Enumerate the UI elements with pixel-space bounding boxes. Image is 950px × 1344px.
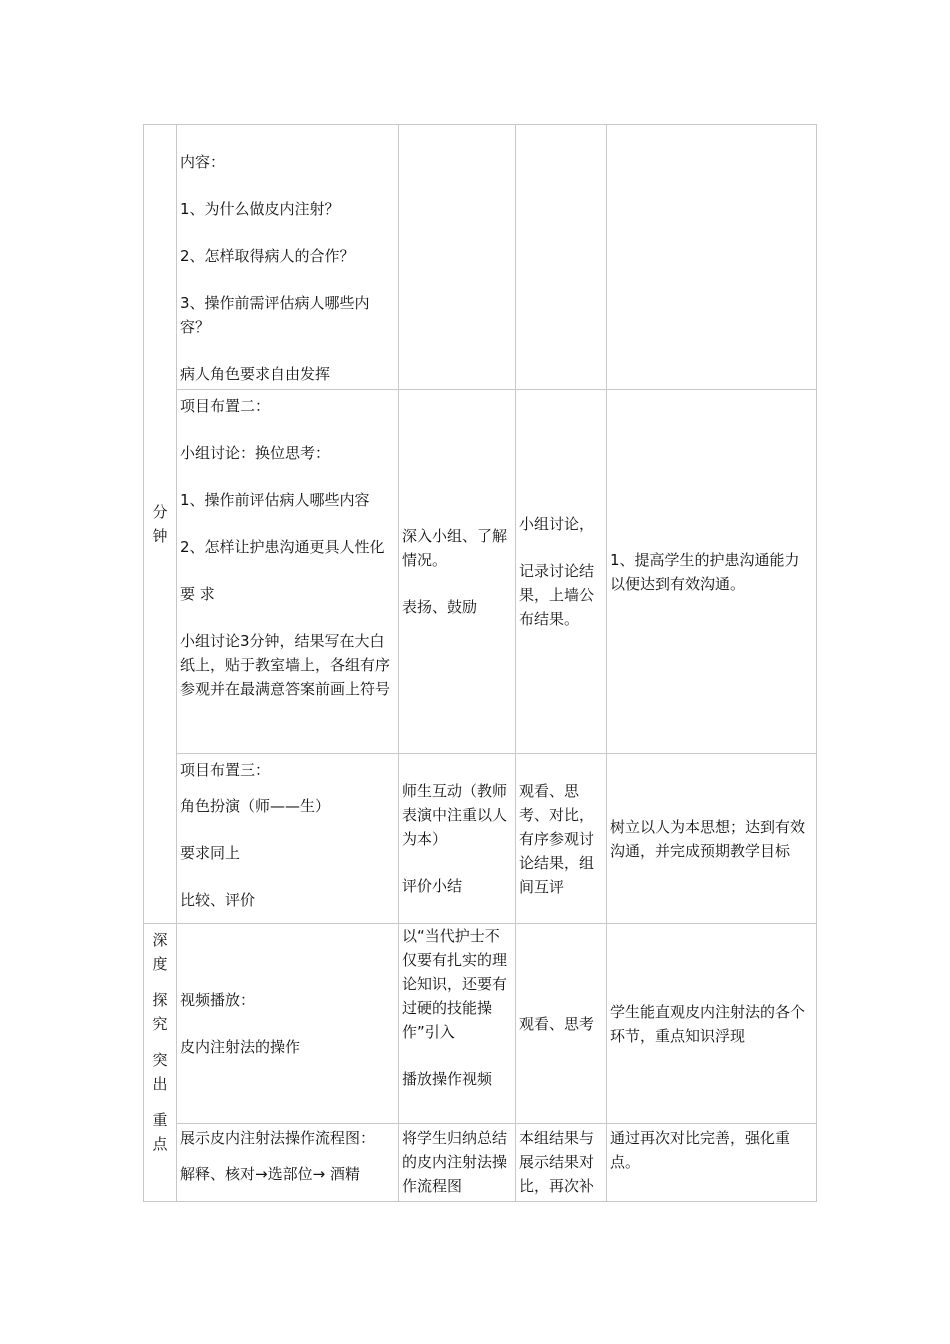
- content-cell: [177, 754, 399, 924]
- content-cell: [177, 1124, 399, 1202]
- teacher-line: 深入小组、了解情况。: [402, 527, 508, 569]
- student-line: 观看、思考、对比，有序参观讨论结果，组间互评: [519, 781, 595, 896]
- intent-line: 学生能直观皮内注射法的各个环节，重点知识浮现: [610, 1002, 806, 1045]
- content-line: 视频播放：: [180, 991, 256, 1009]
- table-row: [144, 924, 817, 1124]
- student-cell: [516, 390, 607, 754]
- content-line: 2、怎样让护患沟通更具人性化: [180, 538, 385, 556]
- content-cell: [177, 390, 399, 754]
- content-line: 1、为什么做皮内注射？: [180, 200, 340, 218]
- phase-char: 出: [152, 1075, 168, 1093]
- intent-line: 通过再次对比完善，强化重点。: [610, 1129, 791, 1171]
- content-line: 项目布置二：: [180, 397, 271, 415]
- table-row: [144, 390, 817, 754]
- phase-char: 重: [152, 1111, 168, 1129]
- phase-char: 突: [152, 1051, 168, 1069]
- content-line: 内容：: [180, 153, 226, 171]
- content-line: 角色扮演（师——生）: [180, 797, 331, 815]
- phase-char: 分: [152, 503, 168, 521]
- teacher-line: 评价小结: [402, 877, 463, 895]
- teacher-cell: [399, 754, 516, 924]
- content-line: 1、操作前评估病人哪些内容: [180, 491, 370, 509]
- student-cell: [516, 1124, 607, 1202]
- content-line: 2、怎样取得病人的合作？: [180, 247, 355, 265]
- content-line: 小组讨论：换位思考：: [180, 444, 331, 462]
- content-line: 展示皮内注射法操作流程图：: [180, 1129, 376, 1147]
- student-line: 记录讨论结果，上墙公布结果。: [519, 562, 595, 628]
- content-cell: [177, 924, 399, 1124]
- phase-char: 度: [152, 955, 168, 973]
- table-row: [144, 1124, 817, 1202]
- teacher-cell: [399, 390, 516, 754]
- student-line: 小组讨论，: [519, 515, 595, 533]
- student-cell: [516, 754, 607, 924]
- content-line: 比较、评价: [180, 891, 256, 909]
- content-line: 要 求: [180, 585, 215, 603]
- content-line: 解释、核对→选部位→ 酒精: [180, 1165, 360, 1183]
- content-line: 小组讨论3分钟，结果写在大白纸上，贴于教室墙上，各组有序参观并在最满意答案前画上符号: [180, 632, 391, 698]
- teacher-line: 表扬、鼓励: [402, 598, 478, 616]
- phase-char: 探: [152, 991, 168, 1009]
- lesson-plan-table: [143, 124, 817, 1202]
- intent-line: 1、提高学生的护患沟通能力以便达到有效沟通。: [610, 550, 800, 593]
- intent-cell: [607, 1124, 817, 1202]
- teacher-cell: [399, 924, 516, 1124]
- intent-cell: [607, 390, 817, 754]
- content-line: 病人角色要求自由发挥: [180, 365, 331, 383]
- phase-char: 点: [152, 1135, 168, 1153]
- phase-cell: [144, 125, 177, 924]
- phase-char: 深: [152, 931, 168, 949]
- teacher-cell: [399, 125, 516, 390]
- phase-char: 钟: [152, 527, 168, 545]
- table-row: [144, 754, 817, 924]
- content-line: 3、操作前需评估病人哪些内容？: [180, 294, 370, 336]
- content-line: 项目布置三：: [180, 761, 271, 779]
- intent-cell: [607, 125, 817, 390]
- table-row: [144, 125, 817, 390]
- student-line: 本组结果与展示结果对比，再次补: [519, 1129, 595, 1195]
- student-line: 观看、思考: [519, 1014, 595, 1033]
- teacher-cell: [399, 1124, 516, 1202]
- content-cell: [177, 125, 399, 390]
- intent-line: 树立以人为本思想；达到有效沟通，并完成预期教学目标: [610, 817, 806, 860]
- content-line: 皮内注射法的操作: [180, 1038, 301, 1056]
- intent-cell: [607, 754, 817, 924]
- phase-cell: [144, 924, 177, 1202]
- teacher-line: 师生互动（教师表演中注重以人为本）: [402, 782, 508, 848]
- teacher-line: 以“当代护士不仅要有扎实的理论知识，还要有过硬的技能操作”引入: [402, 927, 508, 1041]
- content-line: 要求同上: [180, 844, 241, 862]
- teacher-line: 播放操作视频: [402, 1070, 493, 1088]
- student-cell: [516, 924, 607, 1124]
- intent-cell: [607, 924, 817, 1124]
- phase-char: 究: [152, 1015, 168, 1033]
- teacher-line: 将学生归纳总结的皮内注射法操作流程图: [402, 1129, 508, 1195]
- student-cell: [516, 125, 607, 390]
